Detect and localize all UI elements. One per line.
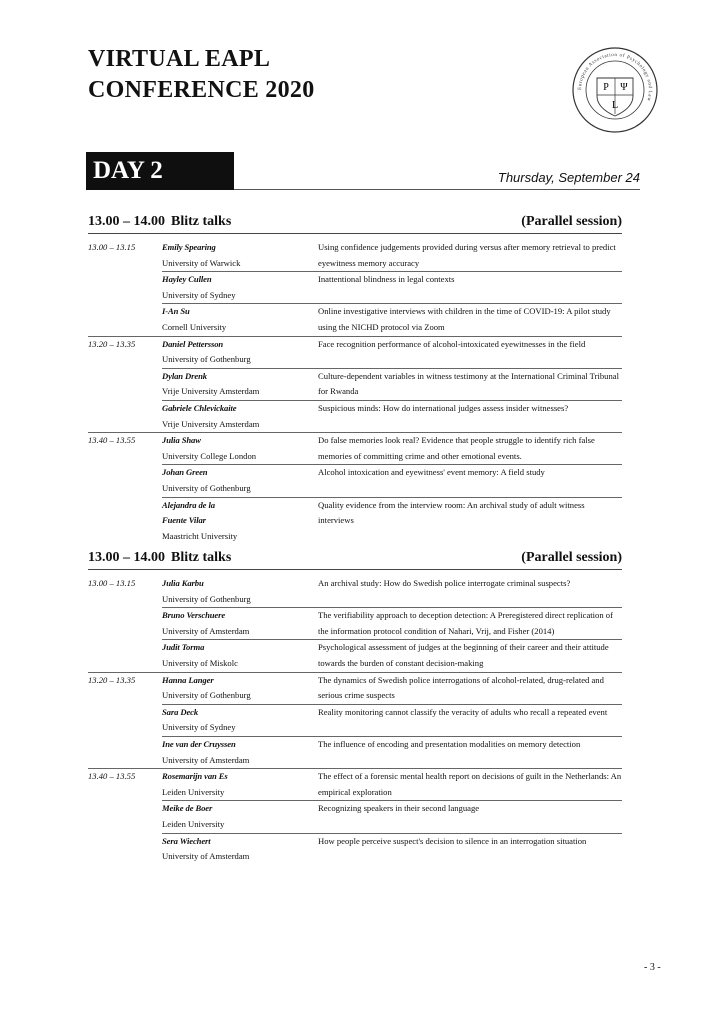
speaker-name: Hayley Cullen (162, 274, 212, 285)
slot-time: 13.00 – 13.15 (88, 578, 136, 588)
session-time: 13.00 – 14.00 (88, 214, 165, 229)
speaker-name: Julia Shaw (162, 435, 201, 446)
talk-row (88, 433, 622, 465)
day-rule (234, 189, 640, 190)
slot-time: 13.00 – 13.15 (88, 242, 136, 252)
talk-row (88, 608, 622, 640)
talk-row (88, 640, 622, 672)
svg-text:European Association of Psycho: European Association of Psychology and Law (577, 52, 653, 102)
session-type: (Parallel session) (521, 550, 622, 565)
talk-title: The influence of encoding and presentation modalities on memory detection (318, 736, 622, 768)
talk-title: Suspicious minds: How do international judges assess insider witnesses? (318, 400, 622, 432)
talk-row (88, 400, 622, 432)
talk-row (88, 368, 622, 400)
eapl-logo (571, 46, 659, 134)
session-time: 13.00 – 14.00 (88, 550, 165, 565)
session-table (88, 240, 622, 544)
speaker-affiliation: University of Gothenburg (162, 690, 251, 701)
title-line-2: CONFERENCE 2020 (88, 77, 315, 103)
talk-title: Psychological assessment of judges at the beginning of their career and their attitude towards the burden of constant decision-making (318, 640, 622, 672)
talk-title: An archival study: How do Swedish police interrogate criminal suspects? (318, 578, 571, 588)
svg-text:P: P (603, 82, 609, 93)
talk-title: Reality monitoring cannot classify the veracity of adults who recall a repeated event (318, 704, 622, 736)
speaker-name: Judit Torma (162, 642, 205, 653)
session-rule (88, 569, 622, 570)
session-header (88, 550, 622, 566)
speaker-name: Ine van der Cruyssen (162, 738, 236, 749)
speaker-affiliation: Leiden University (162, 786, 225, 797)
page-number: - 3 - (644, 962, 661, 973)
slot-time: 13.40 – 13.55 (88, 435, 136, 446)
talk-title: Do false memories look real? Evidence that people struggle to identify rich false memories of committing crime and other emotional events. (318, 433, 622, 465)
svg-text:Ψ: Ψ (620, 82, 628, 93)
speaker-affiliation: Vrije University Amsterdam (162, 386, 260, 397)
talk-row (88, 304, 622, 336)
speaker-name: Daniel Pettersson (162, 338, 224, 349)
talk-title: The effect of a forensic mental health report on decisions of guilt in the Netherlands: An empirical exploration (318, 769, 622, 801)
speaker-name: Julia Karbu (162, 578, 204, 588)
session-name: Blitz talks (171, 550, 232, 565)
day-heading: DAY 2 (86, 152, 234, 190)
talk-row (88, 672, 622, 704)
speaker-name: Meike de Boer (162, 803, 213, 814)
talk-title: How people perceive suspect's decision to silence in an interrogation situation (318, 833, 622, 865)
talk-title: Quality evidence from the interview room: An archival study of adult witness interviews (318, 497, 622, 544)
talk-title: Inattentional blindness in legal contexts (318, 272, 622, 304)
talk-title: Recognizing speakers in their second language (318, 801, 622, 833)
session-header (88, 214, 622, 230)
speaker-name: Alejandra de la (162, 499, 215, 510)
talk-title: Using confidence judgements provided during versus after memory retrieval to predict eyewitness memory accuracy (318, 242, 616, 268)
speaker-name: Gabriele Chlevickaite (162, 402, 237, 413)
slot-time: 13.20 – 13.35 (88, 338, 136, 349)
speaker-affiliation: University of Miskolc (162, 657, 238, 668)
talk-row (88, 801, 622, 833)
speaker-name: Bruno Verschuere (162, 610, 226, 621)
speaker-affiliation: University of Sydney (162, 289, 236, 300)
talk-title: Face recognition performance of alcohol-intoxicated eyewitnesses in the field (318, 336, 622, 368)
speaker-name: Johan Green (162, 467, 208, 478)
title-line-1: VIRTUAL EAPL (88, 46, 271, 72)
speaker-affiliation: University of Warwick (162, 257, 241, 268)
speaker-name: Emily Spearing (162, 242, 216, 252)
speaker-affiliation: University of Sydney (162, 722, 236, 733)
talk-row (88, 272, 622, 304)
talk-title: The verifiability approach to deception detection: A Preregistered direct replication of the information protocol condition of Nahari, Vrij, and Fisher (2014) (318, 608, 622, 640)
session-rule (88, 233, 622, 234)
speaker-affiliation: Leiden University (162, 818, 225, 829)
speaker-affiliation: University College London (162, 450, 257, 461)
session-name: Blitz talks (171, 214, 232, 229)
talk-row (88, 833, 622, 865)
speaker-affiliation: University of Gothenburg (162, 482, 251, 493)
talk-row (88, 497, 622, 544)
talk-title: Culture-dependent variables in witness testimony at the International Criminal Tribunal for Rwanda (318, 368, 622, 400)
talk-row (88, 240, 622, 272)
talk-title: Alcohol intoxication and eyewitness' event memory: A field study (318, 465, 622, 497)
speaker-affiliation: University of Amsterdam (162, 754, 250, 765)
speaker-name: I-An Su (162, 306, 190, 317)
speaker-affiliation: Maastricht University (162, 530, 238, 541)
talk-row (88, 704, 622, 736)
session-table (88, 576, 622, 865)
speaker-affiliation: Vrije University Amsterdam (162, 418, 260, 429)
slot-time: 13.40 – 13.55 (88, 771, 136, 782)
speaker-affiliation: University of Gothenburg (162, 354, 251, 365)
speaker-affiliation: University of Gothenburg (162, 593, 251, 604)
speaker-name: Sara Deck (162, 706, 199, 717)
speaker-affiliation: University of Amsterdam (162, 851, 250, 862)
day-date: Thursday, September 24 (497, 170, 640, 185)
talk-title: Online investigative interviews with children in the time of COVID-19: A pilot study using the NICHD protocol via Zoom (318, 304, 622, 336)
talk-title: The dynamics of Swedish police interrogations of alcohol-related, drug-related and serious crime suspects (318, 672, 622, 704)
speaker-affiliation: Cornell University (162, 321, 227, 332)
talk-row (88, 736, 622, 768)
talk-row (88, 465, 622, 497)
speaker-affiliation: University of Amsterdam (162, 625, 250, 636)
session-type: (Parallel session) (521, 214, 622, 229)
speaker-name: Fuente Vilar (162, 515, 206, 526)
talk-row (88, 576, 622, 608)
conference-title (88, 44, 315, 106)
svg-text:L: L (611, 100, 619, 111)
speaker-name: Sera Wiechert (162, 835, 211, 846)
speaker-name: Dylan Drenk (162, 370, 207, 381)
slot-time: 13.20 – 13.35 (88, 674, 136, 685)
speaker-name: Hanna Langer (162, 674, 214, 685)
talk-row (88, 336, 622, 368)
talk-row (88, 769, 622, 801)
speaker-name: Rosemarijn van Es (162, 771, 228, 782)
